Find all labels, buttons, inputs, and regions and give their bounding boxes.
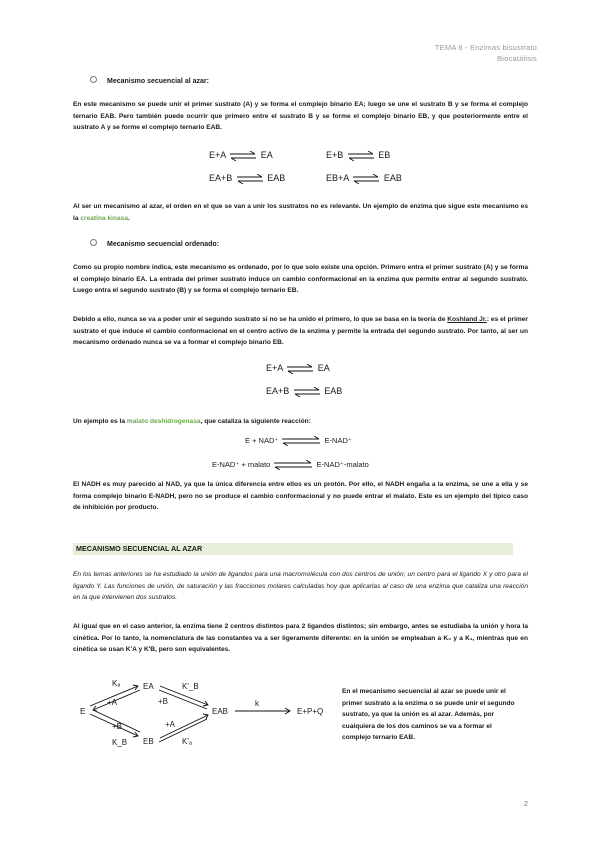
page-number: 2 — [523, 799, 528, 808]
section-heading: MECANISMO SECUENCIAL AL AZAR — [73, 543, 513, 555]
constant-KpB: K'_B — [182, 682, 199, 691]
equation: EA+B EAB — [209, 173, 286, 183]
equilibrium-arrow-icon — [228, 151, 258, 161]
creatina-kinasa-term: creatina kinasa — [80, 214, 128, 222]
paragraph-ligands-intro: En los temas anteriores se ha estudiado la unión de ligandos para una macromolécula con dos centros de unión; un centro para el ligando X y otro para el ligando Y. Las funciones de unión, de saturación y las fracciones molares calculadas hoy que aplicarlas al caso de una enzima que cataliza una reacción en la que intervienen dos sustratos. — [73, 571, 528, 602]
label-plusA: +A — [107, 698, 118, 707]
equation: EB+A EAB — [326, 173, 402, 183]
diagram-explanation: En el mecanismo secuencial al azar se puede unir el primer sustrato a la enzima o se puede unir el segundo sustrato, ya que la unión es al azar. Además, por cualquiera de los dos caminos se va a formar el complejo ternario EAB. — [342, 688, 515, 742]
paragraph-random-intro: En este mecanismo se puede unir el primer sustrato (A) y se forma el complejo binario EA; luego se une el sustrato B y se forma el complejo ternario EAB. Pero también puede ocurrir que primero entre el sustrato B y se forme el complejo binario EB, y que posteriormente entre el sustrato A y se forme el complejo ternario EAB. — [73, 101, 528, 132]
random-mechanism-diagram — [70, 676, 340, 756]
paragraph-nadh: El NADH es muy parecido al NAD, ya que la única diferencia entre ellos es un protón. Por ello, el NADH engaña a la enzima, se une a ella y se forma complejo binario E-NADH, pero no se produce el cambio conformacional y no puede entrar el malato. Este es un ejemplo del típico caso de inhibición por producto. — [73, 481, 528, 512]
equilibrium-arrow-icon — [292, 387, 322, 397]
label-k: k — [255, 699, 259, 708]
bullet-label: Mecanismo secuencial ordenado: — [107, 241, 220, 248]
node-E: E — [80, 707, 86, 716]
equation: E+A EA — [266, 363, 330, 373]
label-plusA-2: +A — [165, 720, 176, 729]
equation: E-NAD⁺ + malato E-NAD⁺-malato — [212, 460, 369, 469]
arrow-right-icon — [235, 708, 290, 714]
constant-KA: Kₐ — [112, 679, 121, 688]
constant-KpA: K'ₐ — [182, 737, 192, 746]
paragraph-constants: Al igual que en el caso anterior, la enzima tiene 2 centros distintos para 2 ligandos distintos; sin embargo, antes se estudiaba la unión y hora la cinética. Por lo tanto, la nomenclatura de las constantes va a ser ligeramente diferente: en la unión se empleaban a K₀ y a K₁, mientras que en cinética se usan K'A y K'B, pero son equivalentes. — [73, 623, 528, 654]
bullet-random-mechanism — [90, 76, 209, 85]
label-plusB-2: +B — [158, 697, 169, 706]
paragraph-koshland: Debido a ello, nunca se va a poder unir el segundo sustrato si no se ha unido el primero, lo que se basa en la teoría de Koshland Jr.: es el primer sustrato el que induce el cambio conformacional en el centro activo de la enzima y permite la entrada del segundo sustrato. Por tanto, al ser un mecanismo ordenado nunca se va a formar el complejo binario EB. — [73, 316, 529, 347]
header-subtitle: Biocatálisis — [497, 54, 537, 63]
equilibrium-arrow-icon — [280, 436, 322, 446]
equation: E+A EA — [209, 150, 273, 160]
equation: E + NAD⁺ E-NAD⁺ — [245, 436, 352, 445]
header-title: TEMA 8 - Enzimas bisustrato — [434, 43, 537, 52]
bullet-circle-icon — [90, 76, 97, 83]
node-products: E+P+Q — [297, 707, 324, 716]
equilibrium-arrow-icon — [272, 460, 314, 470]
node-EAB: EAB — [212, 707, 229, 716]
equilibrium-arrow-icon — [346, 151, 376, 161]
bullet-circle-icon — [90, 239, 97, 246]
malato-deshidrogenasa-term: malato deshidrogenasa — [126, 418, 201, 425]
paragraph-random-order: Al ser un mecanismo al azar, el orden en el que se van a unir los sustratos no es relevante. Un ejemplo de enzima que sigue este mecanismo es la creatina kinasa. — [73, 203, 528, 222]
bullet-label: Mecanismo secuencial al azar: — [107, 78, 209, 85]
paragraph-ordered-intro: Como su propio nombre indica, este mecanismo es ordenado, por lo que solo existe una opción. Primero entra el primer sustrato (A) y se forma el complejo binario EA. La entrada del primer sustrato induce un cambio conformacional en la enzima que permite entrar al segundo sustrato. Luego entra el segundo sustrato (B) y se forma el complejo ternario EB. — [73, 264, 528, 295]
bullet-ordered-mechanism — [90, 239, 219, 248]
equilibrium-arrow-icon — [235, 174, 265, 184]
node-EB: EB — [143, 737, 154, 746]
equilibrium-arrow-icon — [285, 364, 315, 374]
paragraph-malato: Un ejemplo es la malato deshidrogenasa, que cataliza la siguiente reacción: — [73, 418, 311, 425]
koshland-term: Koshland Jr. — [447, 316, 487, 323]
equation: EA+B EAB — [266, 386, 343, 396]
label-plusB: +B — [112, 722, 123, 731]
node-EA: EA — [143, 682, 154, 691]
equilibrium-arrow-icon — [351, 174, 381, 184]
constant-KB: K_B — [112, 738, 128, 747]
equation: E+B EB — [326, 150, 391, 160]
